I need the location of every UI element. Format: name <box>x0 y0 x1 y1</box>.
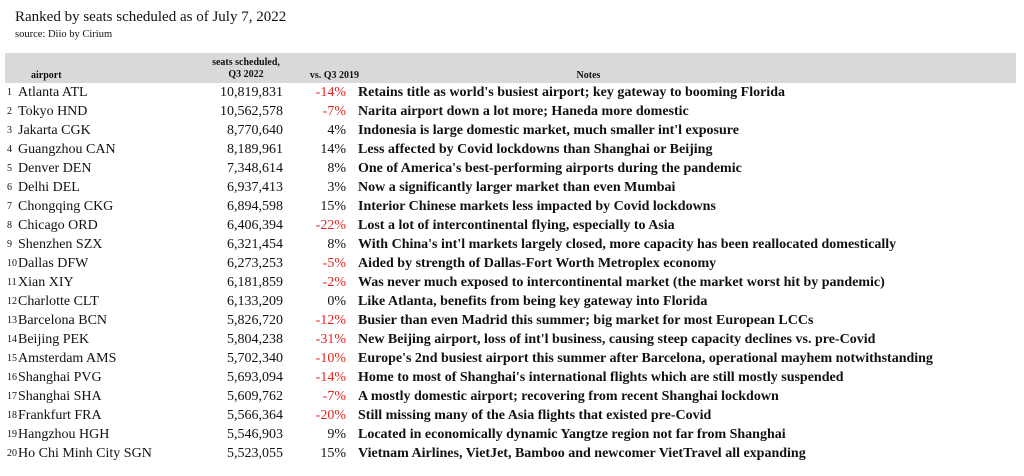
change-cell: -20% <box>315 407 346 423</box>
airport-cell: Shanghai PVG <box>18 369 102 385</box>
airport-cell: Chicago ORD <box>18 217 98 233</box>
change-cell: 4% <box>327 122 346 138</box>
rank-cell: 9 <box>7 239 12 250</box>
seats-cell: 6,894,598 <box>227 198 283 214</box>
table-row <box>5 121 1016 140</box>
note-cell: Less affected by Covid lockdowns than Shanghai or Beijing <box>358 141 713 157</box>
table-row <box>5 178 1016 197</box>
rank-cell: 17 <box>7 391 17 402</box>
seats-cell: 5,826,720 <box>227 312 283 328</box>
note-cell: Narita airport down a lot more; Haneda more domestic <box>358 103 689 119</box>
rank-cell: 10 <box>7 258 17 269</box>
seats-cell: 5,804,238 <box>227 331 283 347</box>
notes-column-header: Notes <box>576 70 601 81</box>
seats-cell: 6,181,859 <box>227 274 283 290</box>
table-row <box>5 254 1016 273</box>
rank-cell: 16 <box>7 372 17 383</box>
change-cell: 0% <box>327 293 346 309</box>
table-row <box>5 330 1016 349</box>
rank-cell: 13 <box>7 315 17 326</box>
airport-column-header: airport <box>31 70 62 81</box>
note-cell: Interior Chinese markets less impacted by Covid lockdowns <box>358 198 716 214</box>
airport-cell: Amsterdam AMS <box>18 350 117 366</box>
seats-cell: 5,693,094 <box>227 369 283 385</box>
rank-cell: 19 <box>7 429 17 440</box>
change-cell: -12% <box>315 312 346 328</box>
change-cell: -14% <box>315 84 346 100</box>
rank-cell: 18 <box>7 410 17 421</box>
note-cell: Vietnam Airlines, VietJet, Bamboo and newcomer VietTravel all expanding <box>358 445 806 461</box>
rank-cell: 4 <box>7 144 12 155</box>
airport-cell: Tokyo HND <box>18 103 88 119</box>
change-cell: -7% <box>322 388 346 404</box>
note-cell: Aided by strength of Dallas-Fort Worth Metroplex economy <box>358 255 717 271</box>
seats-cell: 7,348,614 <box>227 160 283 176</box>
table-row <box>5 292 1016 311</box>
change-cell: 8% <box>327 236 346 252</box>
seats-cell: 8,770,640 <box>227 122 283 138</box>
change-cell: 3% <box>327 179 346 195</box>
seats-cell: 5,546,903 <box>227 426 283 442</box>
change-cell: -31% <box>315 331 346 347</box>
airport-cell: Dallas DFW <box>18 255 89 271</box>
rank-cell: 8 <box>7 220 12 231</box>
seats-cell: 5,523,055 <box>227 445 283 461</box>
rank-cell: 1 <box>7 87 12 98</box>
seats-cell: 8,189,961 <box>227 141 283 157</box>
airport-cell: Beijing PEK <box>18 331 90 347</box>
change-cell: -5% <box>322 255 346 271</box>
seats-cell: 6,273,253 <box>227 255 283 271</box>
airport-cell: Atlanta ATL <box>18 84 88 100</box>
table-row <box>5 406 1016 425</box>
table-row <box>5 83 1016 102</box>
airport-cell: Shenzhen SZX <box>18 236 103 252</box>
note-cell: New Beijing airport, loss of int'l business, causing steep capacity declines vs. pre-Covid <box>358 331 876 347</box>
seats-header-line2: Q3 2022 <box>228 69 264 80</box>
change-cell: -7% <box>322 103 346 119</box>
note-cell: Lost a lot of intercontinental flying, especially to Asia <box>358 217 675 233</box>
change-cell: 15% <box>320 198 346 214</box>
airport-cell: Barcelona BCN <box>18 312 108 328</box>
table-row <box>5 140 1016 159</box>
rank-cell: 6 <box>7 182 12 193</box>
airport-cell: Charlotte CLT <box>18 293 99 309</box>
table-row <box>5 216 1016 235</box>
seats-cell: 6,937,413 <box>227 179 283 195</box>
note-cell: Busier than even Madrid this summer; big market for most European LCCs <box>358 312 814 328</box>
page-title: Ranked by seats scheduled as of July 7, 2022 <box>15 9 287 25</box>
seats-cell: 5,702,340 <box>227 350 283 366</box>
rank-cell: 20 <box>7 448 17 459</box>
seats-column-header <box>196 57 296 81</box>
rank-cell: 11 <box>7 277 17 288</box>
table-row <box>5 444 1016 463</box>
change-cell: 14% <box>320 141 346 157</box>
change-cell: -10% <box>315 350 346 366</box>
note-cell: Europe's 2nd busiest airport this summer after Barcelona, operational mayhem notwithstanding <box>358 350 933 366</box>
rank-cell: 2 <box>7 106 12 117</box>
rank-cell: 5 <box>7 163 12 174</box>
note-cell: Was never much exposed to intercontinental market (the market worst hit by pandemic) <box>358 274 885 290</box>
table-row <box>5 368 1016 387</box>
airport-cell: Xian XIY <box>18 274 74 290</box>
note-cell: One of America's best-performing airports during the pandemic <box>358 160 742 176</box>
source-note: source: Diio by Cirium <box>15 29 113 40</box>
note-cell: Indonesia is large domestic market, much smaller int'l exposure <box>358 122 739 138</box>
table-row <box>5 349 1016 368</box>
airport-ranking-table <box>5 53 1016 463</box>
airport-cell: Jakarta CGK <box>18 122 91 138</box>
seats-cell: 5,609,762 <box>227 388 283 404</box>
table-header <box>5 53 1016 83</box>
note-cell: Like Atlanta, benefits from being key gateway into Florida <box>358 293 708 309</box>
note-cell: A mostly domestic airport; recovering from recent Shanghai lockdown <box>358 388 779 404</box>
rank-cell: 15 <box>7 353 17 364</box>
change-cell: -2% <box>322 274 346 290</box>
table-row <box>5 102 1016 121</box>
table-row <box>5 425 1016 444</box>
table-row <box>5 273 1016 292</box>
airport-cell: Frankfurt FRA <box>18 407 102 423</box>
seats-cell: 6,133,209 <box>227 293 283 309</box>
note-cell: Now a significantly larger market than even Mumbai <box>358 179 676 195</box>
change-cell: 15% <box>320 445 346 461</box>
seats-cell: 6,406,394 <box>227 217 283 233</box>
change-cell: -22% <box>315 217 346 233</box>
seats-cell: 10,562,578 <box>220 103 283 119</box>
table-body <box>5 83 1016 463</box>
note-cell: Home to most of Shanghai's international flights which are still mostly suspended <box>358 369 844 385</box>
page-header <box>15 8 286 42</box>
note-cell: Still missing many of the Asia flights that existed pre-Covid <box>358 407 712 423</box>
rank-cell: 12 <box>7 296 17 307</box>
change-cell: -14% <box>315 369 346 385</box>
change-column-header: vs. Q3 2019 <box>309 70 359 81</box>
seats-cell: 5,566,364 <box>227 407 283 423</box>
table-row <box>5 311 1016 330</box>
rank-cell: 3 <box>7 125 12 136</box>
airport-cell: Shanghai SHA <box>18 388 102 404</box>
note-cell: Retains title as world's busiest airport; key gateway to booming Florida <box>358 84 785 100</box>
table-row <box>5 387 1016 406</box>
seats-header-line1: seats scheduled, <box>212 57 280 68</box>
table-row <box>5 197 1016 216</box>
airport-cell: Ho Chi Minh City SGN <box>18 445 152 461</box>
seats-cell: 6,321,454 <box>227 236 283 252</box>
table-row <box>5 159 1016 178</box>
table-row <box>5 235 1016 254</box>
airport-cell: Hangzhou HGH <box>18 426 110 442</box>
change-cell: 8% <box>327 160 346 176</box>
rank-cell: 7 <box>7 201 12 212</box>
airport-cell: Chongqing CKG <box>18 198 114 214</box>
note-cell: With China's int'l markets largely closed, more capacity has been reallocated domestically <box>358 236 897 252</box>
change-cell: 9% <box>327 426 346 442</box>
airport-cell: Denver DEN <box>18 160 92 176</box>
note-cell: Located in economically dynamic Yangtze region not far from Shanghai <box>358 426 786 442</box>
airport-cell: Guangzhou CAN <box>18 141 116 157</box>
airport-cell: Delhi DEL <box>18 179 80 195</box>
rank-cell: 14 <box>7 334 17 345</box>
seats-cell: 10,819,831 <box>220 84 283 100</box>
